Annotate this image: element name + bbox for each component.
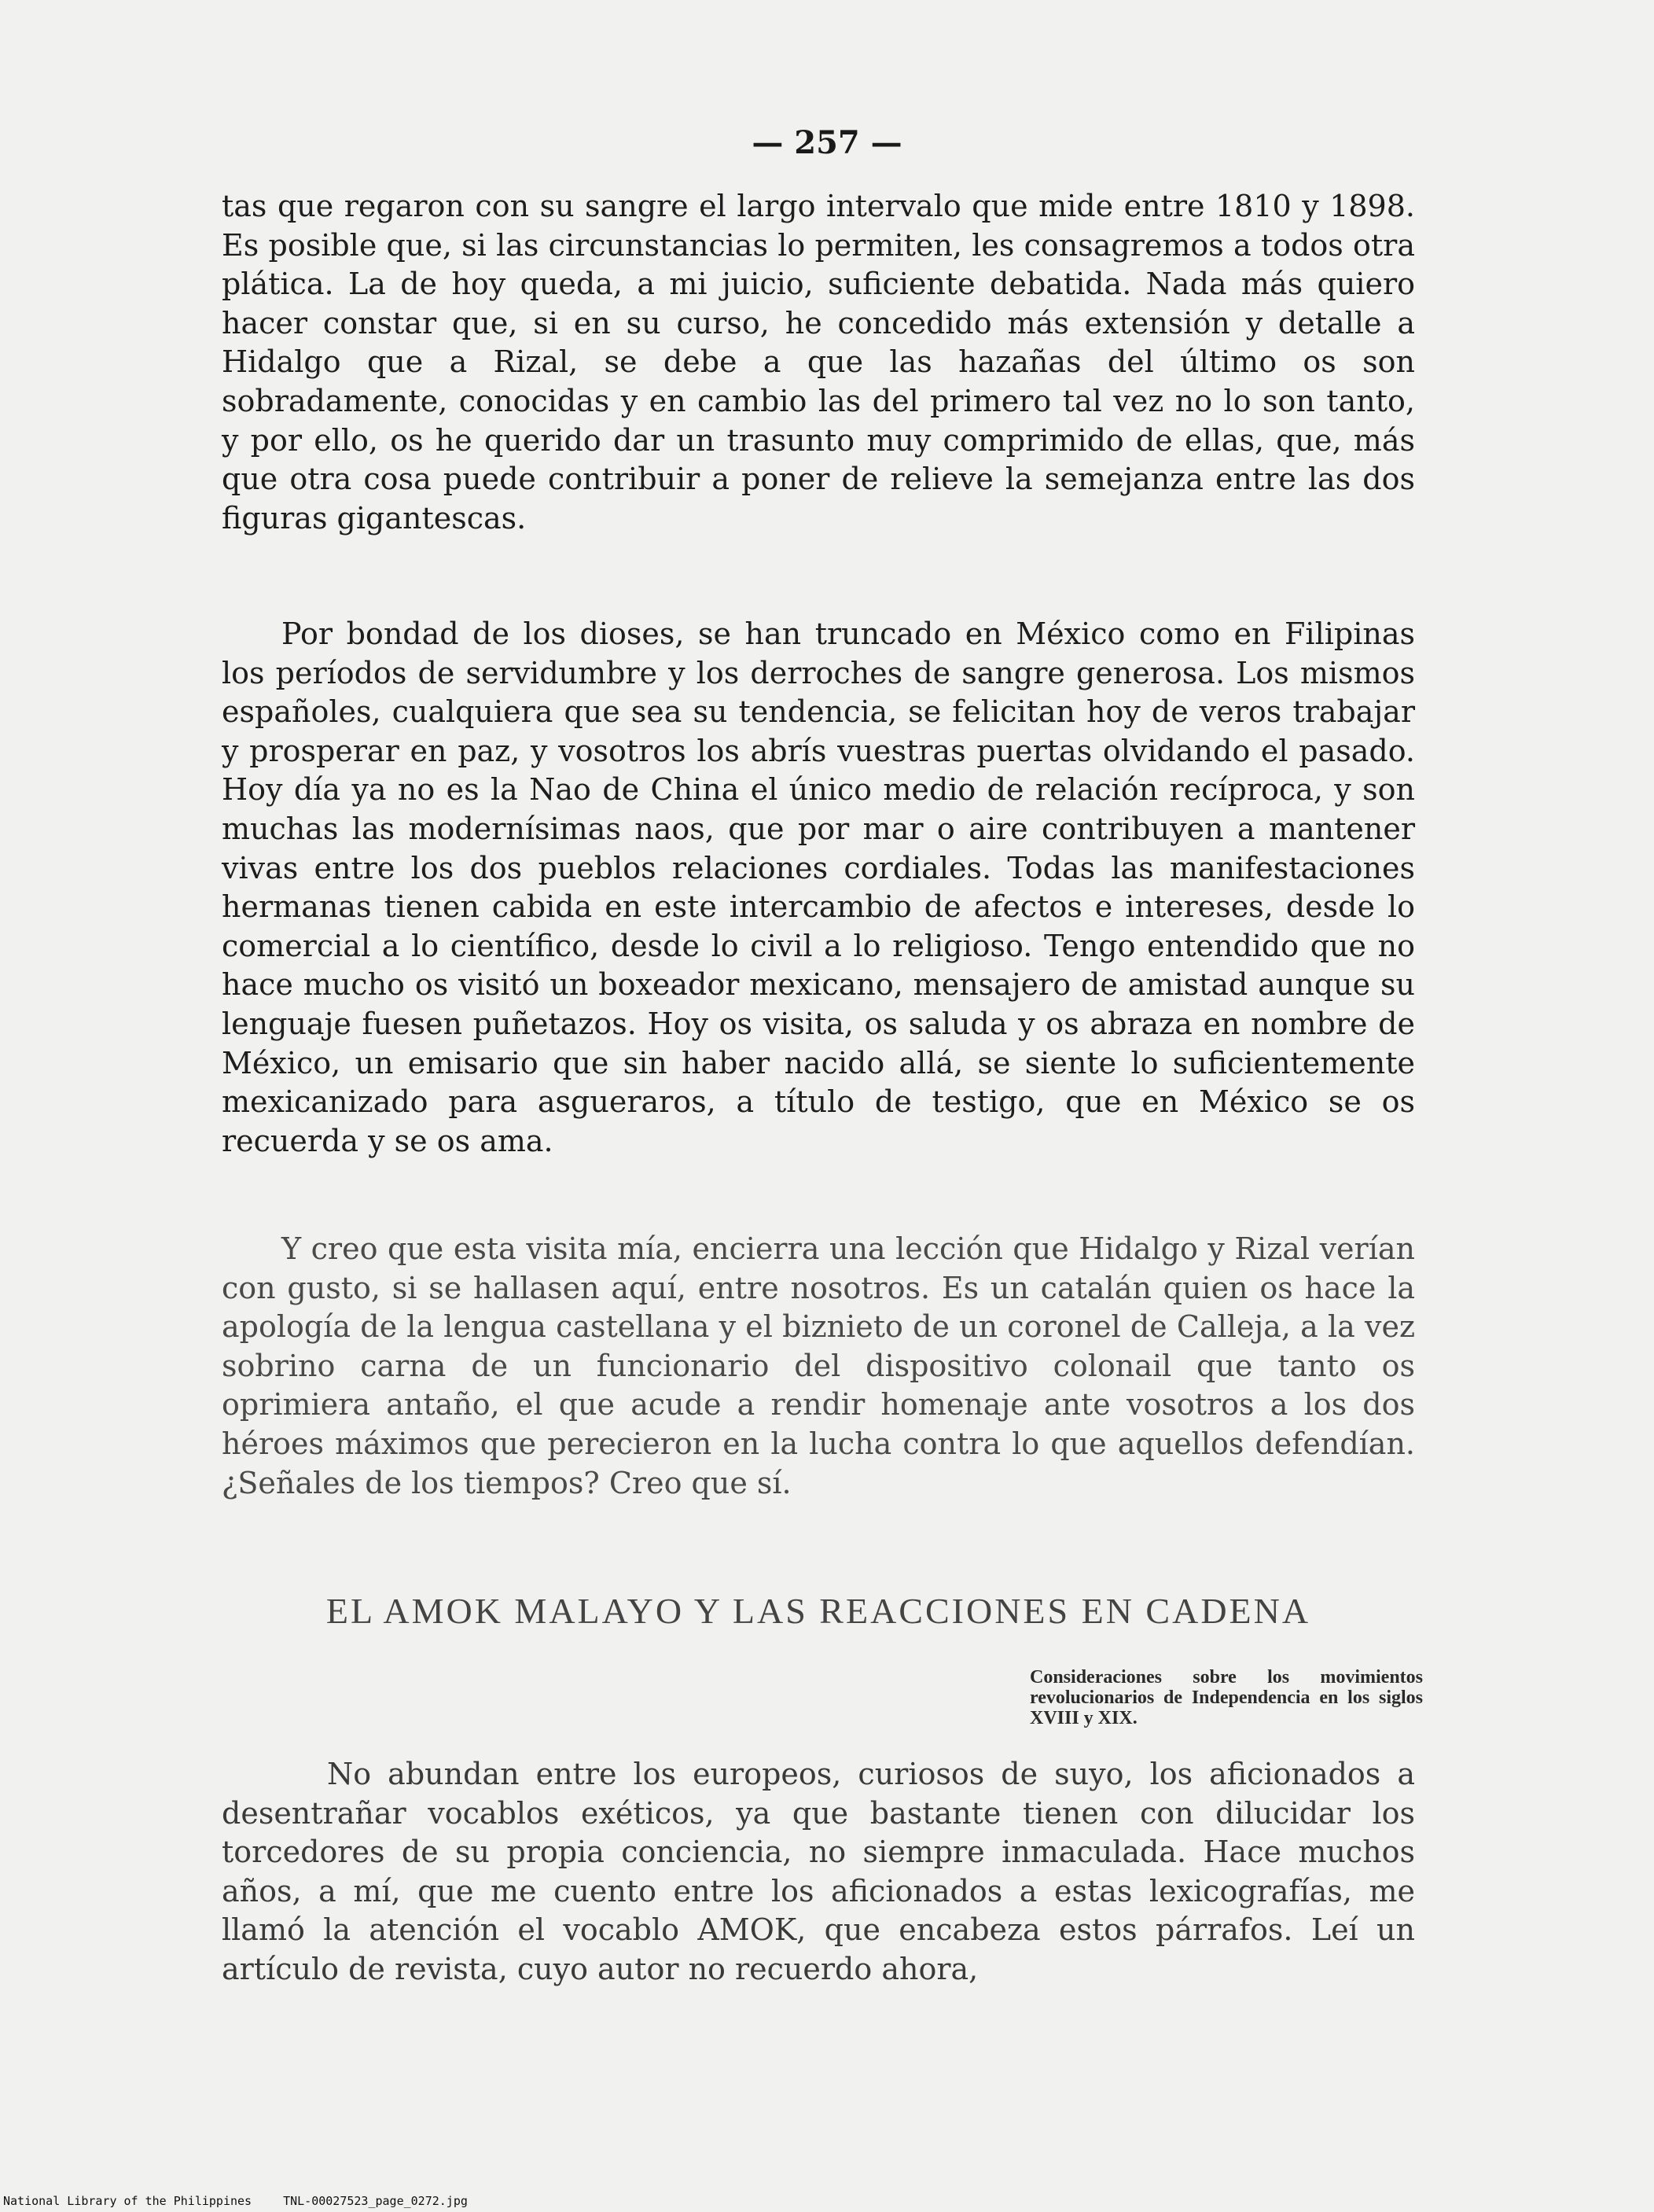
paragraph-block-3 [222,1230,1415,1534]
epigraph: Consideraciones sobre los movimientos revolucionarios de Independencia en los siglos XVIII y XIX. [1030,1667,1423,1728]
paragraph: No abundan entre los europeos, curiosos de suyo, los aficionados a desentrañar vocablos exéticos, ya que bastante tienen con dilucidar los torcedores de su propia conciencia, no siempre inmaculada. Hace muchos años, a mí, que me cuento entre los aficionados a estas lexicografías, me llamó la atención el vocablo AMOK, que encabeza estos párrafos. Leí un artículo de revista, cuyo autor no recuerdo ahora, [222,1757,1415,1986]
scan-footer [3,2194,468,2208]
footer-library: National Library of the Philippines [3,2194,252,2208]
paragraph: tas que regaron con su sangre el largo intervalo que mide entre 1810 y 1898. Es posible que, si las circunstancias lo permiten, les consagremos a todos otra plática. La de hoy queda, a mi juicio, suficiente debatida. Nada más quiero hacer constar que, si en su curso, he concedido más extensión y detalle a Hidalgo que a Rizal, se debe a que las hazañas del último os son sobradamente, conocidas y en cambio las del primero tal vez no lo son tanto, y por ello, os he querido dar un trasunto muy comprimido de ellas, que, más que otra cosa puede contribuir a poner de relieve la semejanza entre las dos figuras gigantescas. [222,189,1415,536]
paragraph: Por bondad de los dioses, se han truncado en México como en Filipinas los períodos de servidumbre y los derroches de sangre generosa. Los mismos españoles, cualquiera que sea su tendencia, se felicitan hoy de veros trabajar y prosperar en paz, y vosotros los abrís vuestras puertas olvidando el pasado. Hoy día ya no es la Nao de China el único medio de relación recíproca, y son muchas las modernísimas naos, que por mar o aire contribuyen a mantener vivas entre los dos pueblos relaciones cordiales. Todas las manifestaciones hermanas tienen cabida en este intercambio de afectos e intereses, desde lo comercial a lo científico, desde lo civil a lo religioso. Tengo entendido que no hace mucho os visitó un boxeador mexicano, mensajero de amistad aunque su lenguaje fuesen puñetazos. Hoy os visita, os saluda y os abraza en nombre de México, un emisario que sin haber nacido allá, se siente lo suficientemente mexicanizado para asgueraros, a título de testigo, que en México se os recuerda y se os ama. [222,616,1415,1158]
paragraph-block-1 [222,187,1415,569]
paragraph-block-4 [222,1755,1415,2021]
page-number: — 257 — [752,124,902,161]
paragraph-block-2 [222,615,1415,1192]
footer-file-id: TNL-00027523_page_0272.jpg [283,2194,468,2208]
paragraph: Y creo que esta visita mía, encierra una lección que Hidalgo y Rizal verían con gusto, si se hallasen aquí, entre nosotros. Es un catalán quien os hace la apología de la lengua castellana y el biznieto de un coronel de Calleja, a la vez sobrino carna de un funcionario del dispositivo colonail que tanto os oprimiera antaño, el que acude a rendir homenaje ante vosotros a los dos héroes máximos que perecieron en la lucha contra lo que aquellos defendían. ¿Señales de los tiempos? Creo que sí. [222,1231,1415,1500]
section-title: EL AMOK MALAYO Y LAS REACCIONES EN CADENA [325,1591,1311,1631]
